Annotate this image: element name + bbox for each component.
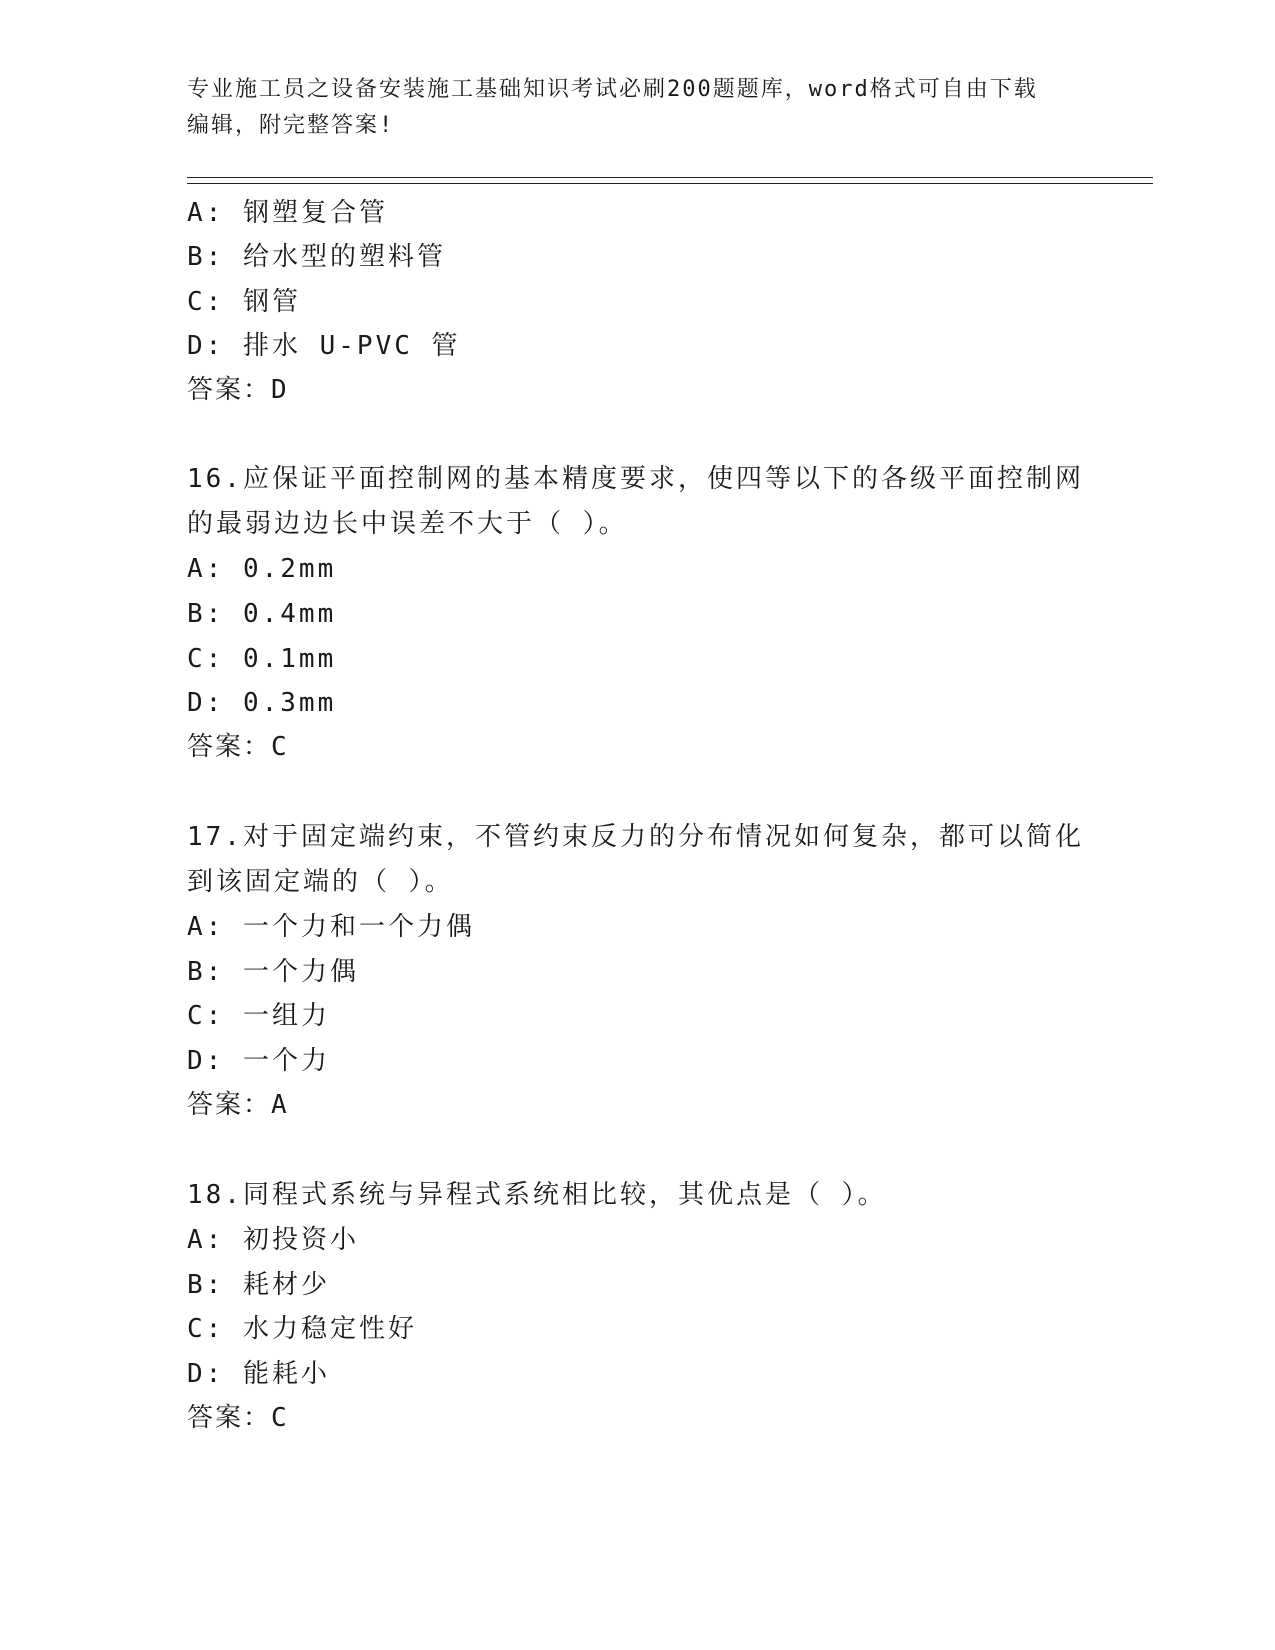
q15-answer xyxy=(187,370,289,410)
q16-option-c: C: 0.1mm xyxy=(187,644,337,674)
q18-option-c: C: 水力稳定性好 xyxy=(187,1314,417,1344)
q15-option-a: A: 钢塑复合管 xyxy=(187,198,388,228)
q15-option-b: B: 给水型的塑料管 xyxy=(187,242,446,272)
header-line-1: 专业施工员之设备安装施工基础知识考试必刷200题题库，word格式可自由下载 xyxy=(187,77,1038,102)
header-divider-bottom xyxy=(187,183,1153,184)
header-divider-top xyxy=(187,177,1153,178)
q16-stem-line-1: 16.应保证平面控制网的基本精度要求，使四等以下的各级平面控制网 xyxy=(187,464,1084,494)
q17-answer-value: A xyxy=(271,1090,289,1120)
q18-stem-line-1: 18.同程式系统与异程式系统相比较，其优点是（ ）。 xyxy=(187,1180,887,1210)
q17-option-c: C: 一组力 xyxy=(187,1001,330,1031)
q17-option-a: A: 一个力和一个力偶 xyxy=(187,912,475,942)
q16-answer-value: C xyxy=(271,732,289,762)
q18-option-b: B: 耗材少 xyxy=(187,1270,330,1300)
header-line-2: 编辑，附完整答案! xyxy=(187,113,395,138)
q17-option-d: D: 一个力 xyxy=(187,1046,330,1076)
q15-option-c: C: 钢管 xyxy=(187,287,301,317)
q17-stem-line-2: 到该固定端的（ ）。 xyxy=(187,867,454,897)
document-header xyxy=(187,72,1087,144)
q16-answer xyxy=(187,727,289,767)
q17-option-b: B: 一个力偶 xyxy=(187,957,359,987)
q17-stem-line-1: 17.对于固定端约束，不管约束反力的分布情况如何复杂，都可以简化 xyxy=(187,822,1084,852)
q16-option-b: B: 0.4mm xyxy=(187,599,337,629)
q15-answer-value: D xyxy=(271,375,289,405)
q17-answer xyxy=(187,1085,289,1125)
q17-answer-label: 答案： xyxy=(187,1090,272,1120)
q16-option-a: A: 0.2mm xyxy=(187,554,337,584)
q18-answer xyxy=(187,1398,289,1438)
q15-option-d: D: 排水 U-PVC 管 xyxy=(187,331,461,361)
q16-option-d: D: 0.3mm xyxy=(187,688,337,718)
q16-stem-line-2: 的最弱边边长中误差不大于（ ）。 xyxy=(187,509,628,539)
q18-option-a: A: 初投资小 xyxy=(187,1225,359,1255)
q18-answer-value: C xyxy=(271,1403,289,1433)
q15-answer-label: 答案： xyxy=(187,375,272,405)
q18-answer-label: 答案： xyxy=(187,1403,272,1433)
q18-option-d: D: 能耗小 xyxy=(187,1359,330,1389)
q16-answer-label: 答案： xyxy=(187,732,272,762)
